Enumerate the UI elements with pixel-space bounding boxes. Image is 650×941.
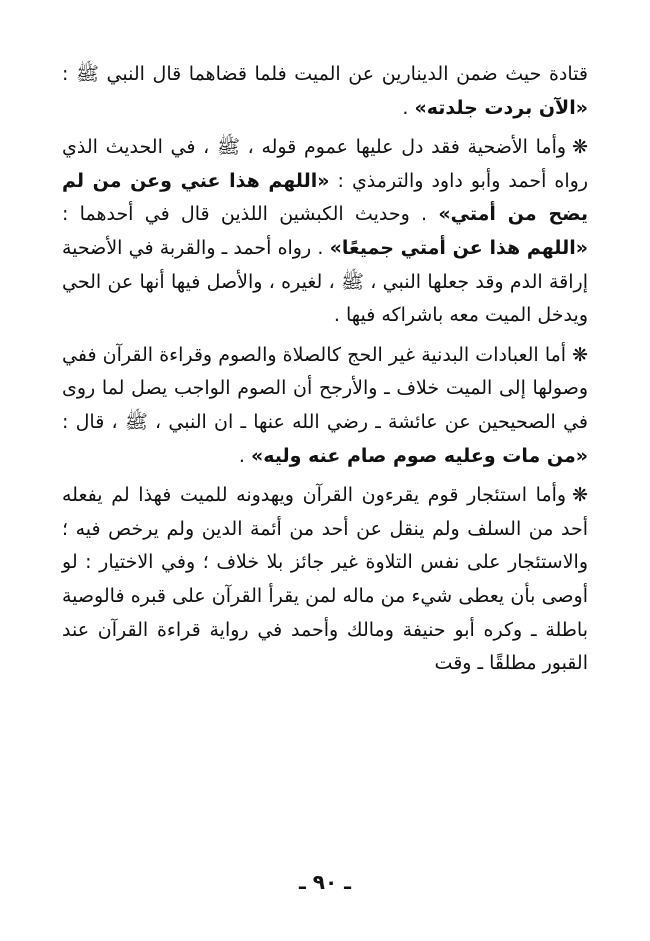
- asterisk-marker-icon: ❋: [572, 484, 588, 507]
- paragraph-2-text: . رواه أحمد ـ والقربة في الأضحية إراقة الدم وقد جعلها النبي ، ﷺ ، لغيره ، والأصل فيها أنها عن الحي ويدخل الميت معه باشراكه فيها .: [62, 236, 588, 327]
- paragraph-1: [62, 58, 588, 125]
- paragraph-3: [62, 339, 588, 473]
- paragraph-1-text: قتادة حيث ضمن الدينارين عن الميت فلما قضاهما قال النبي ﷺ :: [62, 63, 588, 85]
- document-page: [62, 58, 588, 681]
- paragraph-1-end: .: [402, 96, 415, 119]
- paragraph-3-end: .: [238, 444, 251, 467]
- paragraph-3-text: أما العبادات البدنية غير الحج كالصلاة والصوم وقراءة القرآن ففي وصولها إلى الميت خلاف ـ والأرجح أن الصوم الواجب يصل لما روى في الصحيحين عن عائشة ـ رضي الله عنها ـ ان النبي ، ﷺ ، قال :: [62, 343, 588, 433]
- asterisk-marker-icon: ❋: [572, 343, 588, 366]
- paragraph-4-text: وأما استئجار قوم يقرءون القرآن ويهدونه للميت فهذا لم يفعله أحد من السلف ولم ينقل عن أحد من أئمة الدين ولم يرخص فيه ؛ والاستئجار على نفس التلاوة غير جائز بلا خلاف ؛ وفي الاختيار : لو أوصى بأن يعطى شيء من ماله لمن يقرأ القرآن على قبره فالوصية باطلة ـ وكره أبو حنيفة ومالك وأحمد في رواية قراءة القرآن عند القبور مطلقًا ـ وقت: [62, 484, 588, 675]
- hadith-quote: «الآن بردت جلدته»: [414, 96, 588, 119]
- asterisk-marker-icon: ❋: [572, 136, 588, 159]
- hadith-quote: «اللهم هذا عني وعن من لم يضح من أمتي»: [62, 169, 588, 226]
- paragraph-2: [62, 131, 588, 333]
- hadith-quote: «من مات وعليه صوم صام عنه وليه»: [250, 444, 588, 467]
- paragraph-2-text: وأما الأضحية فقد دل عليها عموم قوله ، ﷺ ، في الحديث الذي رواه أحمد وأبو داود والترمذي :: [62, 136, 588, 192]
- paragraph-4: [62, 479, 588, 681]
- page-number: ـ ٩٠ ـ: [298, 870, 352, 894]
- paragraph-2-text: . وحديث الكبشين اللذين قال في أحدهما :: [62, 203, 439, 226]
- hadith-quote: «اللهم هذا عن أمتي جميعًا»: [329, 236, 588, 259]
